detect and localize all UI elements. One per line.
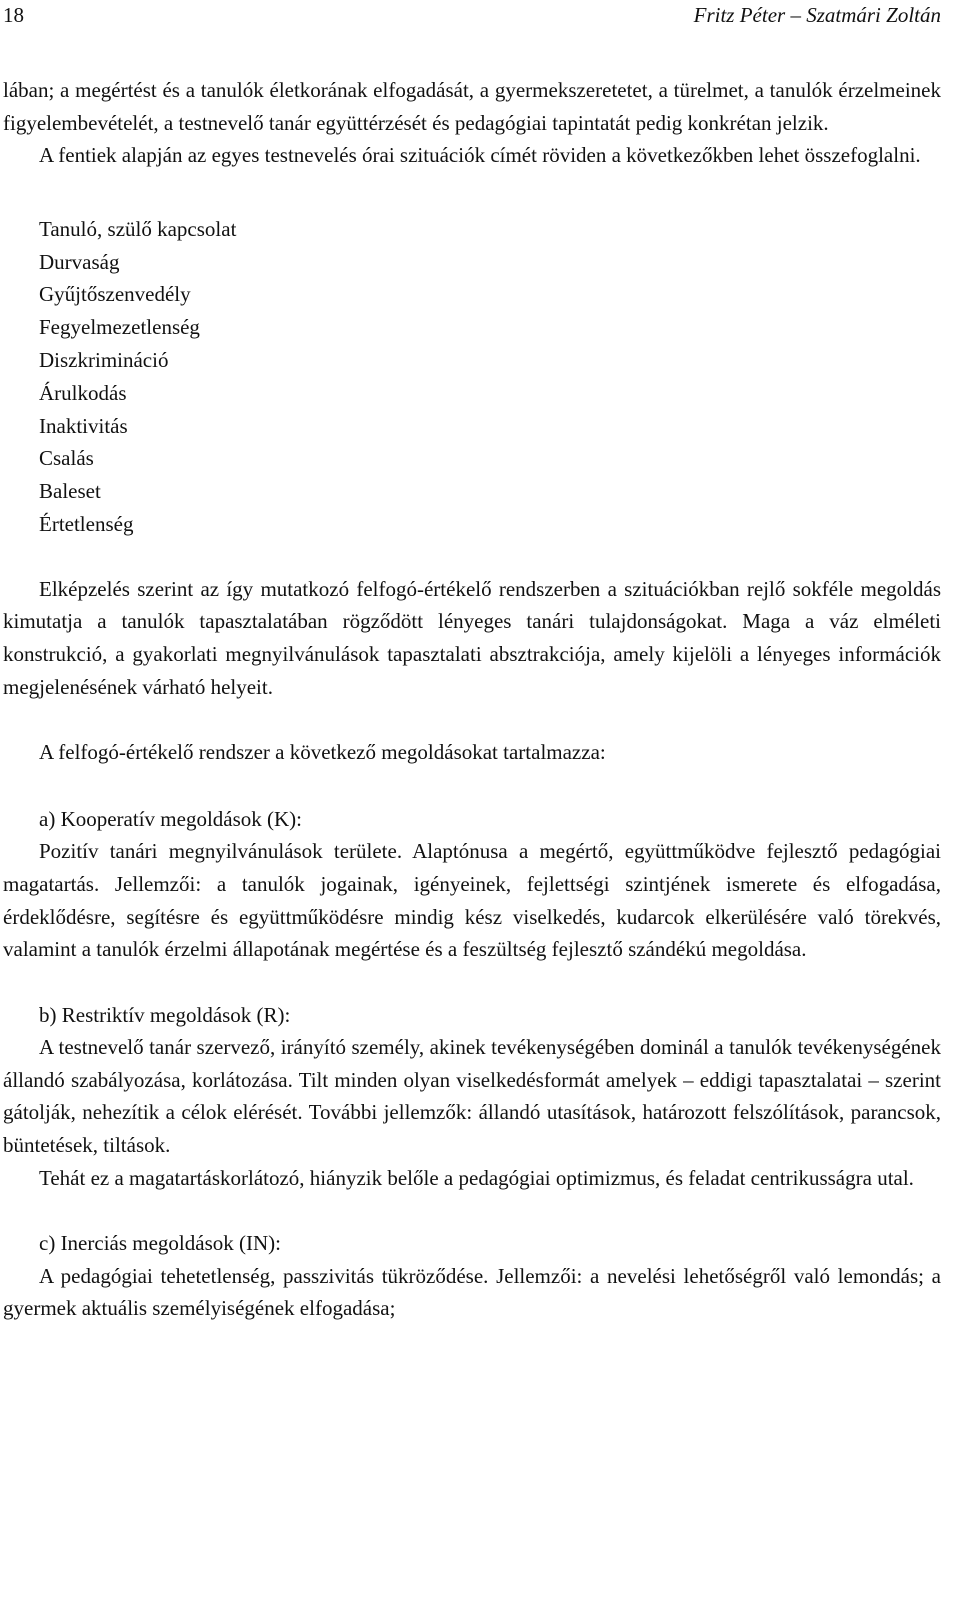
list-item: Csalás — [39, 446, 94, 471]
list-item: Diszkrimináció — [39, 347, 169, 372]
restriktiv-paragraph: A testnevelő tanár szervező, irányító személy, akinek tevékenységében dominál a tanulók tevékenységének állandó szabályozása, korlátozása. Tilt minden olyan viselkedésformát amelyek – eddigi tapasztalatai – szerint gátolják, nehezítik a célok elérését. További jellemzők: állandó utasítások, határozott felszólítások, parancsok, büntetések, tiltások. — [3, 1035, 941, 1158]
list-item: Értetlenség — [39, 511, 134, 536]
list-item: Tanuló, szülő kapcsolat — [39, 216, 237, 241]
list-item: Durvaság — [39, 249, 120, 274]
intro-paragraph: lában; a megértést és a tanulók életkorának elfogadását, a gyermekszeretetet, a türelmet, a tanulók érzelmeinek figyelembevételét, a testnevelő tanár együttérzését és pedagógiai tapintatát pedig konkrétan jelzik. — [3, 78, 941, 135]
situation-list — [39, 213, 941, 541]
page-header — [3, 2, 941, 32]
intro-paragraph-summary: A fentiek alapján az egyes testnevelés órai szituációk címét röviden a következőkben lehet összefoglalni. — [39, 143, 921, 168]
inercias-paragraph: A pedagógiai tehetetlenség, passzivitás tükröződése. Jellemzői: a nevelési lehetőségről való lemondás; a gyermek aktuális személyiségének elfogadása; — [3, 1263, 941, 1321]
page-number: 18 — [3, 3, 24, 27]
framework-paragraph: Elképzelés szerint az így mutatkozó felfogó-értékelő rendszerben a szituációkban rejlő sokféle megoldás kimutatja a tanulók tapasztalatában rögződött lényeges tanári tulajdonságokat. Maga a váz elméleti konstrukció, a gyakorlati megnyilvánulások tapasztalati absztrakciója, amely kijelöli a lényeges információk megjelenésének várható helyeit. — [3, 576, 941, 699]
framework-summary: A felfogó-értékelő rendszer a következő megoldásokat tartalmazza: — [39, 740, 606, 765]
page-body — [3, 74, 941, 1325]
section-heading-restriktiv: b) Restriktív megoldások (R): — [39, 1002, 291, 1027]
section-heading-kooperativ: a) Kooperatív megoldások (K): — [39, 806, 303, 831]
section-heading-inercias: c) Inerciás megoldások (IN): — [39, 1231, 281, 1256]
list-item: Baleset — [39, 479, 101, 504]
list-item: Árulkodás — [39, 380, 127, 405]
list-item: Gyűjtőszenvedély — [39, 282, 191, 307]
list-item: Fegyelmezetlenség — [39, 315, 200, 340]
restriktiv-paragraph-conclusion: Tehát ez a magatartáskorlátozó, hiányzik belőle a pedagógiai optimizmus, és feladat centrikusságra utal. — [39, 1165, 914, 1190]
list-item: Inaktivitás — [39, 413, 128, 438]
kooperativ-paragraph: Pozitív tanári megnyilvánulások területe. Alaptónusa a megértő, együttműködve fejlesztő pedagógiai magatartás. Jellemzői: a tanulók jogainak, igényeinek, fejlettségi szintjének ismerete és elfogadása, érdeklődésre, segítésre és együttműködésre mindig kész viselkedés, kudarcok elkerülésére való törekvés, valamint a tanulók érzelmi állapotának megértése és a feszültség fejlesztő szándékú megoldása. — [3, 839, 941, 962]
running-title: Fritz Péter – Szatmári Zoltán — [693, 3, 941, 27]
